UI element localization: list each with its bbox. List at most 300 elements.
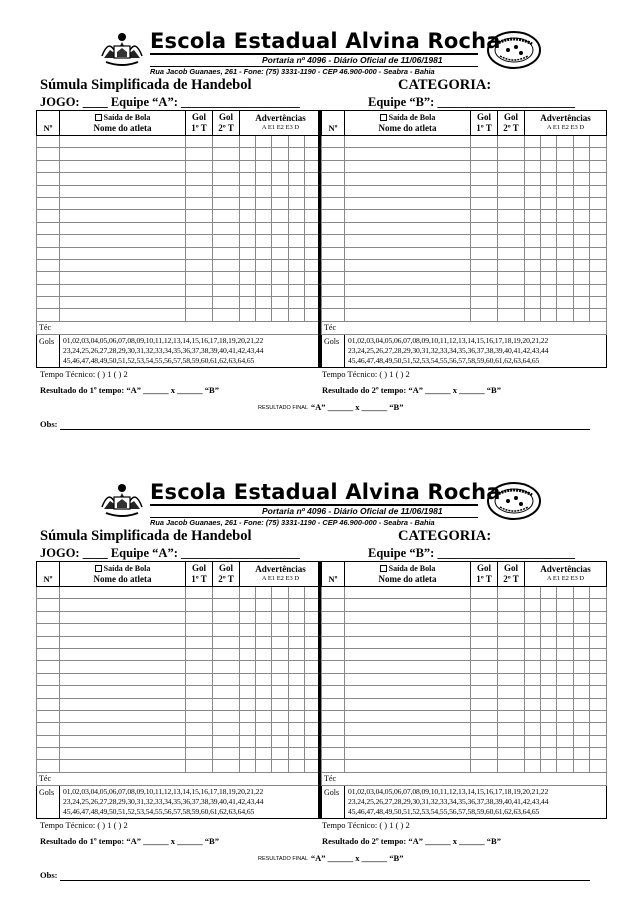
- player-cell[interactable]: [345, 272, 471, 284]
- player-cell[interactable]: [541, 259, 557, 271]
- player-cell[interactable]: [322, 222, 345, 234]
- player-cell[interactable]: [541, 272, 557, 284]
- player-cell[interactable]: [590, 173, 607, 185]
- player-cell[interactable]: [272, 185, 289, 197]
- player-cell[interactable]: [272, 136, 289, 148]
- player-cell[interactable]: [541, 210, 557, 222]
- player-cell[interactable]: [272, 222, 289, 234]
- player-cell[interactable]: [574, 661, 590, 673]
- player-cell[interactable]: [590, 723, 607, 735]
- player-cell[interactable]: [37, 760, 60, 772]
- player-cell[interactable]: [557, 698, 574, 710]
- player-cell[interactable]: [186, 210, 213, 222]
- player-cell[interactable]: [37, 210, 60, 222]
- player-cell[interactable]: [289, 710, 305, 722]
- player-cell[interactable]: [272, 698, 289, 710]
- player-cell[interactable]: [37, 648, 60, 660]
- player-cell[interactable]: [498, 197, 525, 209]
- player-cell[interactable]: [525, 611, 541, 623]
- player-cell[interactable]: [525, 710, 541, 722]
- player-cell[interactable]: [186, 235, 213, 247]
- player-cell[interactable]: [37, 272, 60, 284]
- player-cell[interactable]: [541, 284, 557, 296]
- player-cell[interactable]: [256, 710, 272, 722]
- player-cell[interactable]: [557, 309, 574, 321]
- player-cell[interactable]: [498, 309, 525, 321]
- player-cell[interactable]: [345, 686, 471, 698]
- player-cell[interactable]: [557, 259, 574, 271]
- player-cell[interactable]: [498, 686, 525, 698]
- player-cell[interactable]: [541, 686, 557, 698]
- player-cell[interactable]: [60, 748, 186, 760]
- player-cell[interactable]: [213, 197, 240, 209]
- player-cell[interactable]: [322, 148, 345, 160]
- player-cell[interactable]: [60, 599, 186, 611]
- player-cell[interactable]: [240, 173, 256, 185]
- player-cell[interactable]: [345, 148, 471, 160]
- player-cell[interactable]: [289, 309, 305, 321]
- player-cell[interactable]: [574, 259, 590, 271]
- player-cell[interactable]: [289, 698, 305, 710]
- player-cell[interactable]: [471, 698, 498, 710]
- player-cell[interactable]: [574, 160, 590, 172]
- player-cell[interactable]: [322, 197, 345, 209]
- player-cell[interactable]: [541, 748, 557, 760]
- player-cell[interactable]: [272, 197, 289, 209]
- player-cell[interactable]: [574, 723, 590, 735]
- player-cell[interactable]: [541, 185, 557, 197]
- player-cell[interactable]: [557, 710, 574, 722]
- player-cell[interactable]: [525, 284, 541, 296]
- gols-numbers[interactable]: [60, 334, 322, 367]
- player-cell[interactable]: [590, 136, 607, 148]
- player-cell[interactable]: [289, 587, 305, 599]
- player-cell[interactable]: [590, 309, 607, 321]
- player-cell[interactable]: [574, 235, 590, 247]
- player-cell[interactable]: [213, 735, 240, 747]
- player-cell[interactable]: [525, 247, 541, 259]
- player-cell[interactable]: [186, 611, 213, 623]
- player-cell[interactable]: [60, 197, 186, 209]
- player-cell[interactable]: [345, 185, 471, 197]
- player-cell[interactable]: [213, 173, 240, 185]
- player-cell[interactable]: [213, 185, 240, 197]
- player-cell[interactable]: [541, 611, 557, 623]
- player-cell[interactable]: [322, 272, 345, 284]
- player-cell[interactable]: [240, 686, 256, 698]
- player-cell[interactable]: [213, 624, 240, 636]
- player-cell[interactable]: [574, 673, 590, 685]
- player-cell[interactable]: [557, 735, 574, 747]
- player-cell[interactable]: [498, 673, 525, 685]
- player-cell[interactable]: [590, 297, 607, 309]
- player-cell[interactable]: [590, 624, 607, 636]
- player-cell[interactable]: [289, 235, 305, 247]
- player-cell[interactable]: [498, 624, 525, 636]
- player-cell[interactable]: [37, 222, 60, 234]
- player-cell[interactable]: [525, 599, 541, 611]
- player-cell[interactable]: [574, 698, 590, 710]
- player-cell[interactable]: [289, 173, 305, 185]
- player-cell[interactable]: [345, 760, 471, 772]
- player-cell[interactable]: [471, 222, 498, 234]
- player-cell[interactable]: [186, 723, 213, 735]
- player-cell[interactable]: [557, 222, 574, 234]
- player-cell[interactable]: [186, 587, 213, 599]
- player-cell[interactable]: [498, 272, 525, 284]
- player-cell[interactable]: [557, 624, 574, 636]
- player-cell[interactable]: [272, 673, 289, 685]
- player-cell[interactable]: [60, 309, 186, 321]
- player-cell[interactable]: [557, 247, 574, 259]
- player-cell[interactable]: [541, 735, 557, 747]
- player-cell[interactable]: [574, 748, 590, 760]
- player-cell[interactable]: [541, 148, 557, 160]
- player-cell[interactable]: [322, 297, 345, 309]
- player-cell[interactable]: [60, 247, 186, 259]
- player-cell[interactable]: [186, 673, 213, 685]
- player-cell[interactable]: [213, 309, 240, 321]
- player-cell[interactable]: [525, 259, 541, 271]
- player-cell[interactable]: [557, 297, 574, 309]
- player-cell[interactable]: [213, 160, 240, 172]
- player-cell[interactable]: [590, 698, 607, 710]
- player-cell[interactable]: [37, 148, 60, 160]
- player-cell[interactable]: [574, 148, 590, 160]
- player-cell[interactable]: [574, 624, 590, 636]
- player-cell[interactable]: [213, 247, 240, 259]
- tecnico-label[interactable]: Téc: [37, 772, 322, 785]
- player-cell[interactable]: [256, 136, 272, 148]
- tecnico-label[interactable]: Téc: [37, 321, 322, 334]
- player-cell[interactable]: [525, 222, 541, 234]
- player-cell[interactable]: [186, 648, 213, 660]
- player-cell[interactable]: [541, 648, 557, 660]
- player-cell[interactable]: [289, 686, 305, 698]
- player-cell[interactable]: [256, 297, 272, 309]
- player-cell[interactable]: [525, 760, 541, 772]
- player-cell[interactable]: [322, 735, 345, 747]
- player-cell[interactable]: [322, 247, 345, 259]
- player-cell[interactable]: [525, 235, 541, 247]
- player-cell[interactable]: [37, 636, 60, 648]
- player-cell[interactable]: [345, 173, 471, 185]
- player-cell[interactable]: [256, 210, 272, 222]
- player-cell[interactable]: [256, 160, 272, 172]
- player-cell[interactable]: [60, 222, 186, 234]
- gols-number-line[interactable]: 23,24,25,26,27,28,29,30,31,32,33,34,35,36,37,38,39,40,41,42,43,44: [63, 797, 264, 807]
- player-cell[interactable]: [272, 173, 289, 185]
- player-cell[interactable]: [186, 259, 213, 271]
- player-cell[interactable]: [240, 748, 256, 760]
- player-cell[interactable]: [240, 723, 256, 735]
- player-cell[interactable]: [272, 611, 289, 623]
- player-cell[interactable]: [37, 624, 60, 636]
- player-cell[interactable]: [213, 648, 240, 660]
- player-cell[interactable]: [272, 735, 289, 747]
- player-cell[interactable]: [557, 160, 574, 172]
- player-cell[interactable]: [471, 611, 498, 623]
- gols-number-line[interactable]: 23,24,25,26,27,28,29,30,31,32,33,34,35,36,37,38,39,40,41,42,43,44: [63, 346, 264, 356]
- player-cell[interactable]: [37, 735, 60, 747]
- player-cell[interactable]: [574, 284, 590, 296]
- player-cell[interactable]: [590, 673, 607, 685]
- player-cell[interactable]: [37, 297, 60, 309]
- player-cell[interactable]: [186, 272, 213, 284]
- player-cell[interactable]: [240, 636, 256, 648]
- player-cell[interactable]: [590, 735, 607, 747]
- player-cell[interactable]: [574, 210, 590, 222]
- player-cell[interactable]: [37, 661, 60, 673]
- player-cell[interactable]: [471, 673, 498, 685]
- player-cell[interactable]: [471, 148, 498, 160]
- player-cell[interactable]: [213, 136, 240, 148]
- player-cell[interactable]: [272, 247, 289, 259]
- player-cell[interactable]: [557, 148, 574, 160]
- player-cell[interactable]: [498, 735, 525, 747]
- player-cell[interactable]: [322, 235, 345, 247]
- player-cell[interactable]: [213, 698, 240, 710]
- player-cell[interactable]: [345, 710, 471, 722]
- player-cell[interactable]: [240, 185, 256, 197]
- player-cell[interactable]: [256, 173, 272, 185]
- player-cell[interactable]: [541, 599, 557, 611]
- player-cell[interactable]: [345, 197, 471, 209]
- player-cell[interactable]: [289, 748, 305, 760]
- player-cell[interactable]: [256, 599, 272, 611]
- player-cell[interactable]: [60, 735, 186, 747]
- player-cell[interactable]: [213, 235, 240, 247]
- player-cell[interactable]: [557, 723, 574, 735]
- player-cell[interactable]: [322, 173, 345, 185]
- player-cell[interactable]: [471, 284, 498, 296]
- player-cell[interactable]: [272, 210, 289, 222]
- player-cell[interactable]: [345, 259, 471, 271]
- player-cell[interactable]: [541, 197, 557, 209]
- player-cell[interactable]: [289, 185, 305, 197]
- player-cell[interactable]: [345, 735, 471, 747]
- player-cell[interactable]: [541, 760, 557, 772]
- player-cell[interactable]: [525, 309, 541, 321]
- player-cell[interactable]: [256, 284, 272, 296]
- player-cell[interactable]: [256, 760, 272, 772]
- player-cell[interactable]: [498, 247, 525, 259]
- player-cell[interactable]: [213, 723, 240, 735]
- player-cell[interactable]: [574, 222, 590, 234]
- player-cell[interactable]: [60, 272, 186, 284]
- player-cell[interactable]: [590, 748, 607, 760]
- player-cell[interactable]: [557, 673, 574, 685]
- player-cell[interactable]: [590, 185, 607, 197]
- player-cell[interactable]: [240, 661, 256, 673]
- player-cell[interactable]: [272, 284, 289, 296]
- player-cell[interactable]: [541, 723, 557, 735]
- player-cell[interactable]: [256, 185, 272, 197]
- player-cell[interactable]: [541, 136, 557, 148]
- player-cell[interactable]: [272, 599, 289, 611]
- checkbox-icon[interactable]: [380, 565, 387, 572]
- player-cell[interactable]: [574, 710, 590, 722]
- player-cell[interactable]: [213, 636, 240, 648]
- player-cell[interactable]: [256, 587, 272, 599]
- player-cell[interactable]: [574, 611, 590, 623]
- player-cell[interactable]: [345, 136, 471, 148]
- player-cell[interactable]: [272, 259, 289, 271]
- player-cell[interactable]: [37, 235, 60, 247]
- player-cell[interactable]: [574, 686, 590, 698]
- player-cell[interactable]: [525, 661, 541, 673]
- player-cell[interactable]: [240, 235, 256, 247]
- player-cell[interactable]: [289, 160, 305, 172]
- player-cell[interactable]: [60, 686, 186, 698]
- player-cell[interactable]: [37, 599, 60, 611]
- player-cell[interactable]: [256, 624, 272, 636]
- player-cell[interactable]: [272, 661, 289, 673]
- player-cell[interactable]: [322, 698, 345, 710]
- player-cell[interactable]: [590, 222, 607, 234]
- player-cell[interactable]: [471, 297, 498, 309]
- player-cell[interactable]: [37, 748, 60, 760]
- player-cell[interactable]: [345, 284, 471, 296]
- player-cell[interactable]: [272, 235, 289, 247]
- player-cell[interactable]: [256, 723, 272, 735]
- player-cell[interactable]: [525, 587, 541, 599]
- player-cell[interactable]: [256, 247, 272, 259]
- player-cell[interactable]: [272, 710, 289, 722]
- player-cell[interactable]: [322, 748, 345, 760]
- player-cell[interactable]: [256, 661, 272, 673]
- player-cell[interactable]: [590, 272, 607, 284]
- player-cell[interactable]: [186, 624, 213, 636]
- gols-number-line[interactable]: 01,02,03,04,05,06,07,08,09,10,11,12,13,14,15,16,17,18,19,20,21,22: [348, 335, 549, 345]
- player-cell[interactable]: [471, 648, 498, 660]
- player-cell[interactable]: [471, 160, 498, 172]
- player-cell[interactable]: [240, 673, 256, 685]
- player-cell[interactable]: [525, 148, 541, 160]
- player-cell[interactable]: [574, 173, 590, 185]
- player-cell[interactable]: [60, 185, 186, 197]
- player-cell[interactable]: [240, 760, 256, 772]
- player-cell[interactable]: [541, 160, 557, 172]
- player-cell[interactable]: [322, 284, 345, 296]
- player-cell[interactable]: [240, 624, 256, 636]
- checkbox-icon[interactable]: [95, 565, 102, 572]
- player-cell[interactable]: [574, 197, 590, 209]
- player-cell[interactable]: [289, 210, 305, 222]
- player-cell[interactable]: [60, 624, 186, 636]
- player-cell[interactable]: [498, 160, 525, 172]
- player-cell[interactable]: [186, 173, 213, 185]
- player-cell[interactable]: [590, 636, 607, 648]
- player-cell[interactable]: [322, 723, 345, 735]
- player-cell[interactable]: [213, 673, 240, 685]
- player-cell[interactable]: [272, 309, 289, 321]
- player-cell[interactable]: [60, 210, 186, 222]
- player-cell[interactable]: [471, 624, 498, 636]
- player-cell[interactable]: [590, 686, 607, 698]
- player-cell[interactable]: [590, 648, 607, 660]
- gols-number-line[interactable]: 45,46,47,48,49,50,51,52,53,54,55,56,57,58,59,60,61,62,63,64,65: [348, 356, 540, 366]
- player-cell[interactable]: [272, 148, 289, 160]
- player-cell[interactable]: [557, 210, 574, 222]
- player-cell[interactable]: [186, 247, 213, 259]
- player-cell[interactable]: [557, 748, 574, 760]
- gols-number-line[interactable]: 23,24,25,26,27,28,29,30,31,32,33,34,35,36,37,38,39,40,41,42,43,44: [348, 346, 549, 356]
- player-cell[interactable]: [471, 272, 498, 284]
- player-cell[interactable]: [289, 197, 305, 209]
- player-cell[interactable]: [186, 599, 213, 611]
- player-cell[interactable]: [345, 748, 471, 760]
- player-cell[interactable]: [574, 297, 590, 309]
- player-cell[interactable]: [541, 587, 557, 599]
- player-cell[interactable]: [60, 673, 186, 685]
- player-cell[interactable]: [471, 247, 498, 259]
- player-cell[interactable]: [37, 673, 60, 685]
- player-cell[interactable]: [289, 661, 305, 673]
- player-cell[interactable]: [498, 148, 525, 160]
- player-cell[interactable]: [60, 173, 186, 185]
- player-cell[interactable]: [256, 735, 272, 747]
- player-cell[interactable]: [557, 284, 574, 296]
- player-cell[interactable]: [272, 160, 289, 172]
- player-cell[interactable]: [525, 748, 541, 760]
- player-cell[interactable]: [322, 259, 345, 271]
- player-cell[interactable]: [186, 136, 213, 148]
- player-cell[interactable]: [471, 197, 498, 209]
- player-cell[interactable]: [186, 760, 213, 772]
- player-cell[interactable]: [37, 197, 60, 209]
- player-cell[interactable]: [240, 587, 256, 599]
- player-cell[interactable]: [590, 210, 607, 222]
- player-cell[interactable]: [557, 185, 574, 197]
- player-cell[interactable]: [240, 710, 256, 722]
- player-cell[interactable]: [256, 636, 272, 648]
- player-cell[interactable]: [525, 297, 541, 309]
- player-cell[interactable]: [498, 297, 525, 309]
- player-cell[interactable]: [590, 148, 607, 160]
- player-cell[interactable]: [256, 148, 272, 160]
- player-cell[interactable]: [345, 698, 471, 710]
- gols-number-line[interactable]: 01,02,03,04,05,06,07,08,09,10,11,12,13,14,15,16,17,18,19,20,21,22: [348, 786, 549, 796]
- player-cell[interactable]: [525, 686, 541, 698]
- player-cell[interactable]: [345, 611, 471, 623]
- player-cell[interactable]: [498, 710, 525, 722]
- player-cell[interactable]: [240, 599, 256, 611]
- player-cell[interactable]: [541, 297, 557, 309]
- player-cell[interactable]: [471, 636, 498, 648]
- gols-number-line[interactable]: 45,46,47,48,49,50,51,52,53,54,55,56,57,58,59,60,61,62,63,64,65: [348, 807, 540, 817]
- player-cell[interactable]: [256, 235, 272, 247]
- gols-numbers[interactable]: [345, 785, 607, 818]
- player-cell[interactable]: [186, 661, 213, 673]
- player-cell[interactable]: [186, 148, 213, 160]
- player-cell[interactable]: [256, 259, 272, 271]
- player-cell[interactable]: [574, 636, 590, 648]
- player-cell[interactable]: [289, 760, 305, 772]
- player-cell[interactable]: [289, 599, 305, 611]
- player-cell[interactable]: [60, 284, 186, 296]
- player-cell[interactable]: [37, 247, 60, 259]
- player-cell[interactable]: [289, 148, 305, 160]
- player-cell[interactable]: [525, 272, 541, 284]
- player-cell[interactable]: [213, 148, 240, 160]
- player-cell[interactable]: [471, 185, 498, 197]
- player-cell[interactable]: [37, 698, 60, 710]
- player-cell[interactable]: [322, 686, 345, 698]
- player-cell[interactable]: [345, 235, 471, 247]
- player-cell[interactable]: [186, 710, 213, 722]
- player-cell[interactable]: [541, 173, 557, 185]
